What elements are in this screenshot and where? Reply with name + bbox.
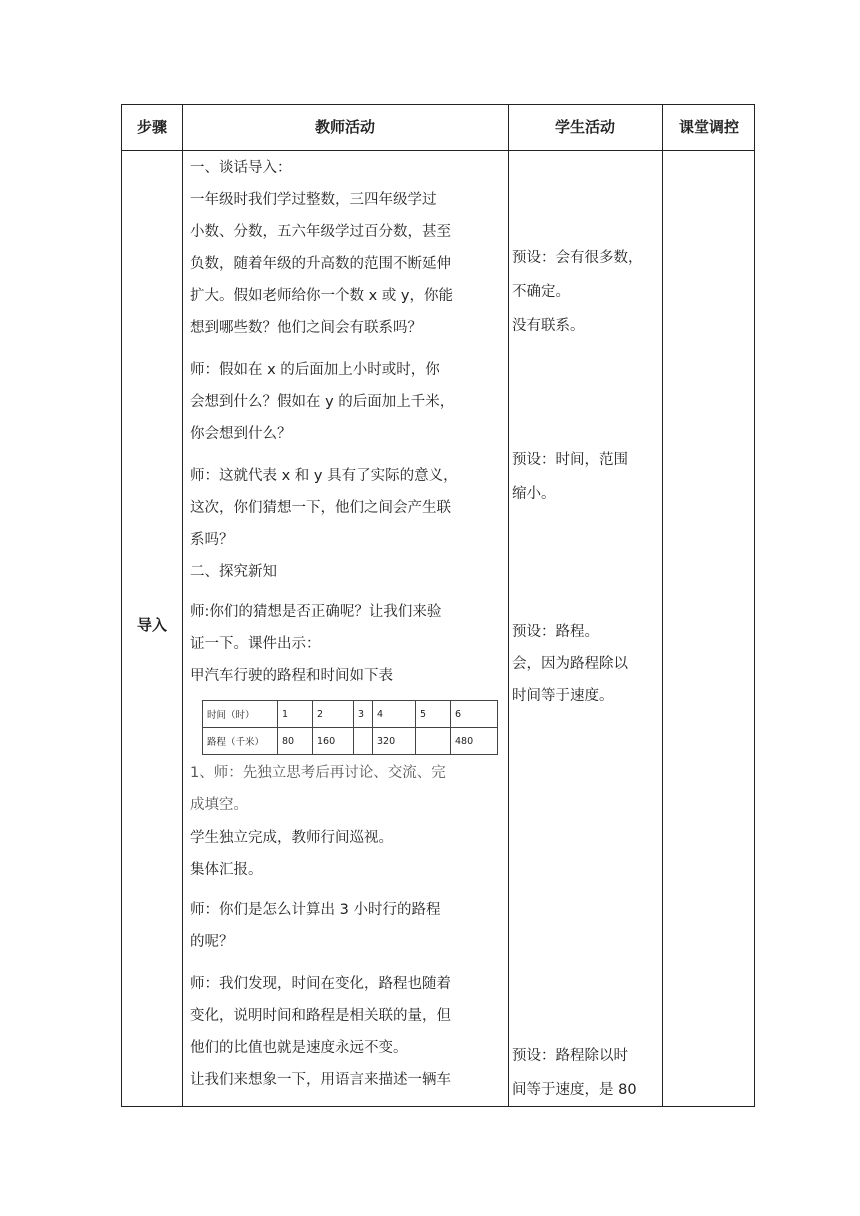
student-line: 会，因为路程除以 xyxy=(512,656,628,672)
student-line: 没有联系。 xyxy=(512,318,585,334)
header-divider xyxy=(122,150,754,151)
header-student: 学生活动 xyxy=(554,118,615,136)
student-line: 不确定。 xyxy=(512,284,570,300)
teacher-line: 一、谈话导入： xyxy=(190,160,292,176)
header-teacher: 教师活动 xyxy=(314,118,375,136)
table-cell xyxy=(416,728,451,755)
teacher-line: 你会想到什么？ xyxy=(190,426,292,442)
table-cell: 1 xyxy=(278,701,313,728)
teacher-line: 1、师：先独立思考后再讨论、交流、完 xyxy=(190,765,446,781)
student-line: 间等于速度，是 80 xyxy=(512,1082,637,1098)
column-divider xyxy=(182,105,183,1106)
teacher-line: 让我们来想象一下，用语言来描述一辆车 xyxy=(190,1072,451,1088)
table-cell: 6 xyxy=(451,701,498,728)
teacher-line: 扩大。假如老师给你一个数 x 或 y，你能 xyxy=(190,288,453,304)
teacher-line: 师：你们是怎么计算出 3 小时行的路程 xyxy=(190,902,441,918)
table-row xyxy=(203,701,498,728)
teacher-line: 成填空。 xyxy=(190,797,248,813)
table-cell xyxy=(354,728,373,755)
header-step: 步骤 xyxy=(136,118,167,136)
table-cell: 3 xyxy=(354,701,373,728)
step-label: 导入 xyxy=(136,616,167,634)
column-divider xyxy=(508,105,509,1106)
column-divider xyxy=(662,105,663,1106)
teacher-line: 系吗？ xyxy=(190,532,234,548)
teacher-line: 二、探究新知 xyxy=(190,564,277,580)
student-line: 缩小。 xyxy=(512,486,556,502)
table-cell: 时间（时） xyxy=(203,701,278,728)
teacher-line: 师：我们发现，时间在变化，路程也随着 xyxy=(190,976,451,992)
teacher-line: 这次，你们猜想一下，他们之间会产生联 xyxy=(190,500,451,516)
teacher-line: 学生独立完成，教师行间巡视。 xyxy=(190,830,393,846)
teacher-line: 他们的比值也就是速度永远不变。 xyxy=(190,1040,408,1056)
distance-time-table xyxy=(202,700,498,755)
table-cell: 2 xyxy=(313,701,354,728)
teacher-line: 甲汽车行驶的路程和时间如下表 xyxy=(190,668,393,684)
table-cell: 路程（千米） xyxy=(203,728,278,755)
teacher-line: 的呢？ xyxy=(190,934,234,950)
table-cell: 4 xyxy=(373,701,416,728)
teacher-line: 会想到什么？假如在 y 的后面加上千米， xyxy=(190,394,455,410)
student-line: 预设：路程除以时 xyxy=(512,1048,628,1064)
table-cell: 80 xyxy=(278,728,313,755)
lesson-table xyxy=(121,104,755,1107)
table-cell: 160 xyxy=(313,728,354,755)
teacher-line: 集体汇报。 xyxy=(190,862,263,878)
table-row xyxy=(203,728,498,755)
student-line: 预设：时间，范围 xyxy=(512,452,628,468)
teacher-line: 师：假如在 x 的后面加上小时或时，你 xyxy=(190,362,440,378)
table-cell: 5 xyxy=(416,701,451,728)
student-line: 预设：会有很多数， xyxy=(512,250,643,266)
header-control: 课堂调控 xyxy=(678,118,739,136)
teacher-line: 想到哪些数？他们之间会有联系吗？ xyxy=(190,320,422,336)
teacher-line: 变化，说明时间和路程是相关联的量，但 xyxy=(190,1008,451,1024)
student-line: 预设：路程。 xyxy=(512,624,599,640)
teacher-line: 证一下。课件出示： xyxy=(190,636,321,652)
student-line: 时间等于速度。 xyxy=(512,688,614,704)
table-cell: 480 xyxy=(451,728,498,755)
teacher-line: 师:你们的猜想是否正确呢？让我们来验 xyxy=(190,604,442,620)
teacher-line: 小数、分数，五六年级学过百分数，甚至 xyxy=(190,224,451,240)
table-cell: 320 xyxy=(373,728,416,755)
teacher-line: 一年级时我们学过整数，三四年级学过 xyxy=(190,192,437,208)
teacher-line: 负数，随着年级的升高数的范围不断延伸 xyxy=(190,256,451,272)
teacher-line: 师：这就代表 x 和 y 具有了实际的意义， xyxy=(190,468,458,484)
